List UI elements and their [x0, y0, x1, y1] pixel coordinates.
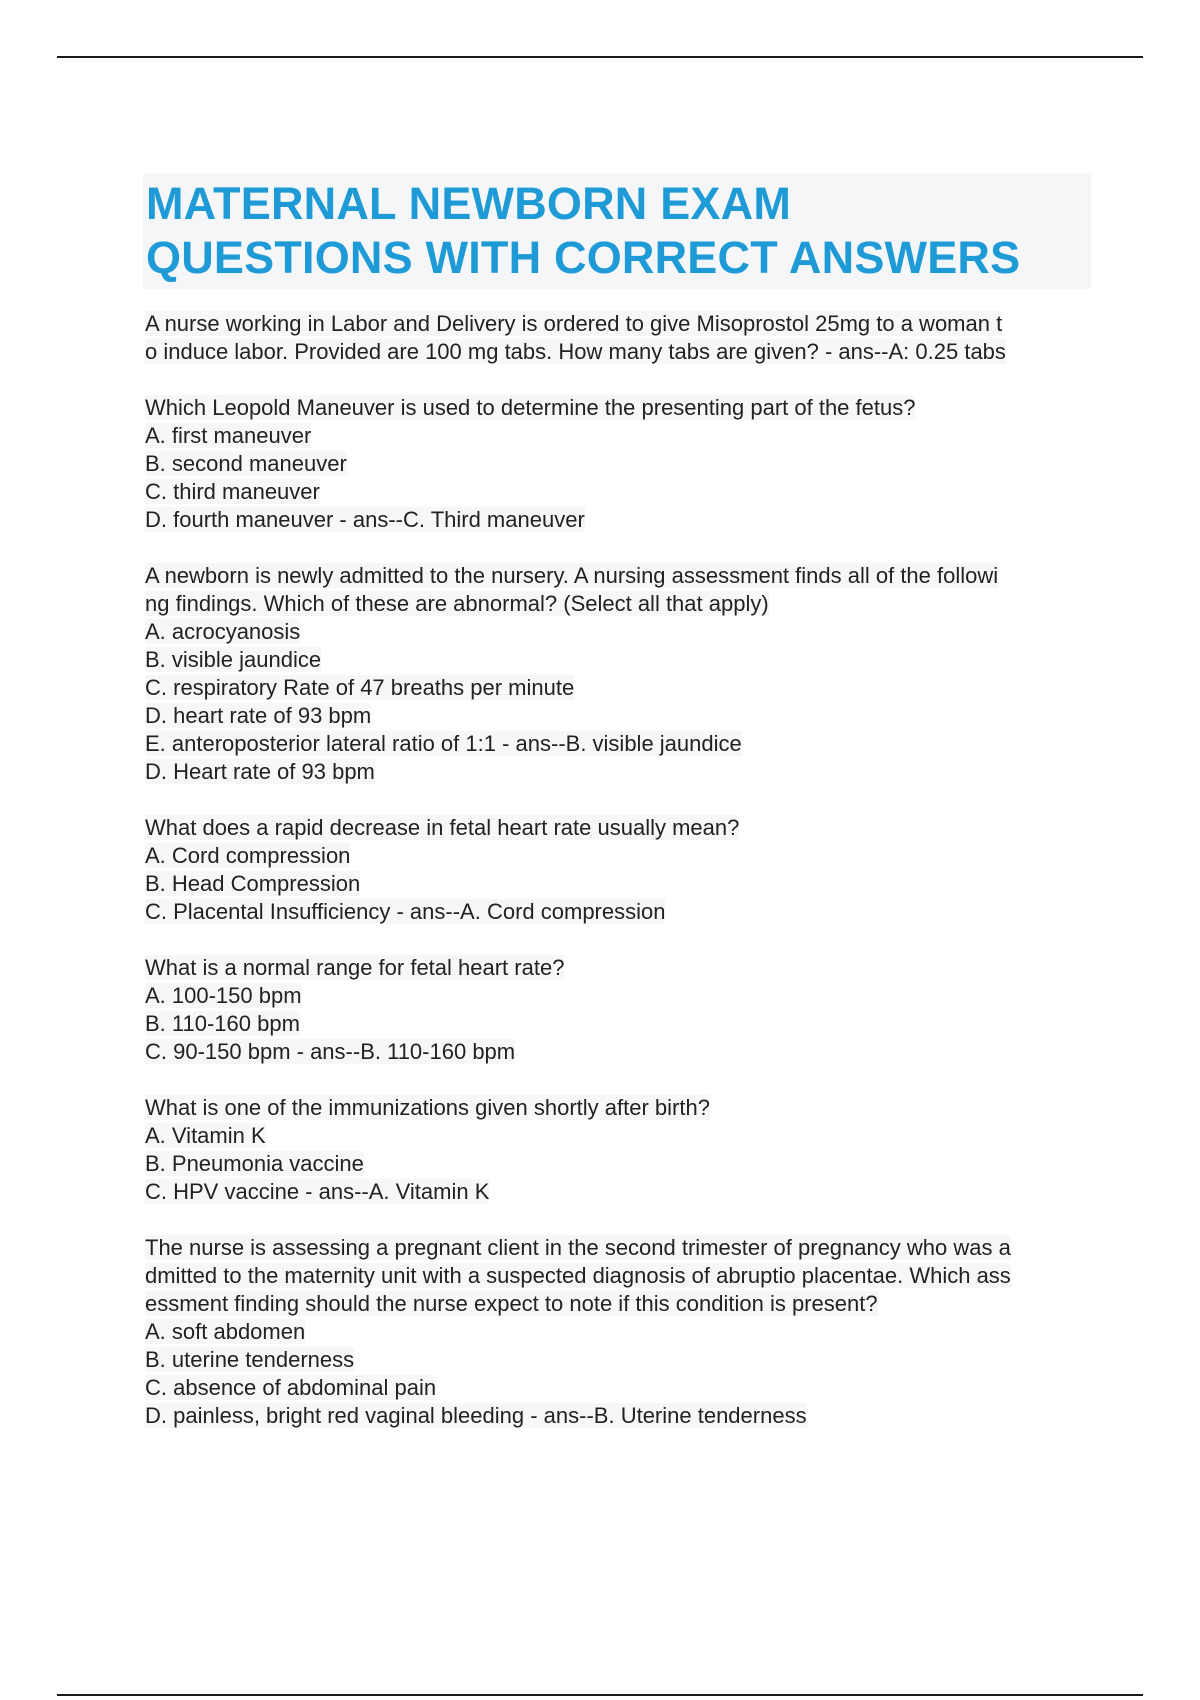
line-text: A newborn is newly admitted to the nursery. A nursing assessment finds all of the followi — [145, 563, 999, 588]
line-text: C. absence of abdominal pain — [145, 1375, 437, 1400]
line-text: E. anteroposterior lateral ratio of 1:1 - ans--B. visible jaundice — [145, 731, 742, 756]
question-text — [145, 562, 1105, 590]
line-text: A. 100-150 bpm — [145, 983, 302, 1008]
question-text — [145, 954, 1105, 982]
line-text: D. Heart rate of 93 bpm — [145, 759, 375, 784]
question-block — [145, 310, 1105, 366]
answer-option — [145, 1318, 1105, 1346]
question-text — [145, 394, 1105, 422]
answer-option — [145, 1402, 1105, 1430]
answer-option — [145, 506, 1105, 534]
line-text: ng findings. Which of these are abnormal? (Select all that apply) — [145, 591, 769, 616]
document-title — [143, 173, 1091, 289]
question-text — [145, 1290, 1105, 1318]
line-text: dmitted to the maternity unit with a suspected diagnosis of abruptio placentae. Which ass — [145, 1263, 1011, 1288]
question-block — [145, 954, 1105, 1066]
title-line: QUESTIONS WITH CORRECT ANSWERS — [146, 232, 1021, 283]
line-text: A. Cord compression — [145, 843, 351, 868]
answer-option — [145, 842, 1105, 870]
line-text: What is one of the immunizations given shortly after birth? — [145, 1095, 710, 1120]
line-text: C. respiratory Rate of 47 breaths per minute — [145, 675, 575, 700]
line-text: C. HPV vaccine - ans--A. Vitamin K — [145, 1179, 490, 1204]
question-block — [145, 394, 1105, 534]
line-text: C. 90-150 bpm - ans--B. 110-160 bpm — [145, 1039, 516, 1064]
answer-option — [145, 730, 1105, 758]
footer-rule — [57, 1694, 1143, 1696]
answer-option — [145, 758, 1105, 786]
line-text: D. painless, bright red vaginal bleeding - ans--B. Uterine tenderness — [145, 1403, 807, 1428]
line-text: D. fourth maneuver - ans--C. Third maneuver — [145, 507, 585, 532]
question-text — [145, 310, 1105, 338]
title-line: MATERNAL NEWBORN EXAM — [146, 178, 792, 229]
answer-option — [145, 982, 1105, 1010]
line-text: A nurse working in Labor and Delivery is ordered to give Misoprostol 25mg to a woman t — [145, 311, 1003, 336]
answer-option — [145, 1150, 1105, 1178]
question-text — [145, 590, 1105, 618]
question-text — [145, 1262, 1105, 1290]
answer-option — [145, 422, 1105, 450]
answer-option — [145, 450, 1105, 478]
question-block — [145, 1234, 1105, 1430]
answer-option — [145, 870, 1105, 898]
line-text: D. heart rate of 93 bpm — [145, 703, 372, 728]
line-text: A. acrocyanosis — [145, 619, 301, 644]
line-text: A. first maneuver — [145, 423, 312, 448]
header-rule — [57, 56, 1143, 58]
answer-option — [145, 702, 1105, 730]
line-text: B. 110-160 bpm — [145, 1011, 300, 1036]
question-text — [145, 1094, 1105, 1122]
answer-option — [145, 1122, 1105, 1150]
line-text: B. uterine tenderness — [145, 1347, 355, 1372]
line-text: o induce labor. Provided are 100 mg tabs. How many tabs are given? - ans--A: 0.25 tabs — [145, 339, 1006, 364]
question-block — [145, 814, 1105, 926]
line-text: C. third maneuver — [145, 479, 320, 504]
line-text: A. Vitamin K — [145, 1123, 266, 1148]
line-text: C. Placental Insufficiency - ans--A. Cord compression — [145, 899, 666, 924]
line-text: essment finding should the nurse expect to note if this condition is present? — [145, 1291, 878, 1316]
line-text: B. Head Compression — [145, 871, 361, 896]
question-list — [145, 310, 1105, 1458]
question-block — [145, 562, 1105, 786]
question-text — [145, 814, 1105, 842]
line-text: Which Leopold Maneuver is used to determine the presenting part of the fetus? — [145, 395, 916, 420]
answer-option — [145, 646, 1105, 674]
answer-option — [145, 1010, 1105, 1038]
line-text: What does a rapid decrease in fetal heart rate usually mean? — [145, 815, 740, 840]
line-text: B. second maneuver — [145, 451, 347, 476]
question-text — [145, 1234, 1105, 1262]
answer-option — [145, 1038, 1105, 1066]
answer-option — [145, 478, 1105, 506]
answer-option — [145, 1178, 1105, 1206]
answer-option — [145, 898, 1105, 926]
question-text — [145, 338, 1105, 366]
answer-option — [145, 1346, 1105, 1374]
line-text: What is a normal range for fetal heart rate? — [145, 955, 565, 980]
line-text: B. visible jaundice — [145, 647, 322, 672]
answer-option — [145, 618, 1105, 646]
line-text: B. Pneumonia vaccine — [145, 1151, 364, 1176]
line-text: A. soft abdomen — [145, 1319, 306, 1344]
answer-option — [145, 674, 1105, 702]
line-text: The nurse is assessing a pregnant client in the second trimester of pregnancy who was a — [145, 1235, 1011, 1260]
answer-option — [145, 1374, 1105, 1402]
question-block — [145, 1094, 1105, 1206]
